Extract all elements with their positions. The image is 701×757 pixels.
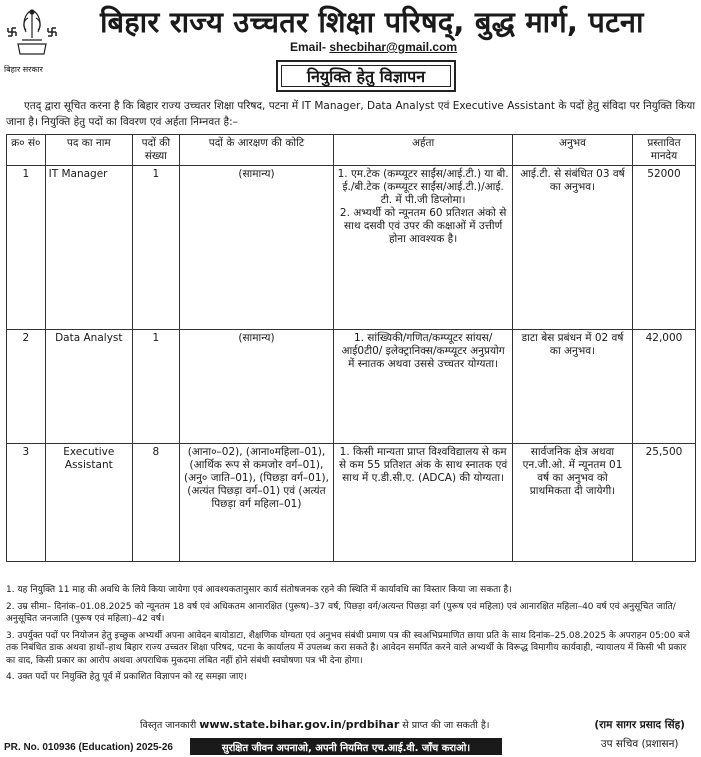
logo-caption: बिहार सरकार [4, 65, 43, 74]
cell-salary: 42,000 [632, 330, 695, 444]
table-row [7, 330, 696, 444]
cell-experience: आई.टी. से संबंधित 03 वर्ष का अनुभव। [513, 166, 633, 330]
cell-sn: 1 [7, 166, 46, 330]
email-line [290, 40, 457, 54]
cell-qualification [334, 166, 513, 330]
cell-post: Executive Assistant [45, 444, 132, 562]
slogan-banner: सुरक्षित जीवन अपनाओ, अपनी नियमित एच.आई.वी. जाँच कराओ। [190, 738, 502, 755]
signer-name: (राम सागर प्रसाद सिंह) [594, 719, 685, 731]
qualification-item: 2. अभ्यर्थी को न्यूनतम 60 प्रतिशत अंको से साथ दसवी एवं उपर की कक्षाओं में उत्तीर्ण होना आवश्यक है। [339, 207, 507, 245]
page-title: बिहार राज्य उच्चतर शिक्षा परिषद्, बुद्ध मार्ग, पटना [100, 5, 644, 39]
header-experience: अनुभव [513, 135, 633, 166]
table-header-row [7, 135, 696, 166]
note-item: 3. उपर्युक्त पदों पर नियोजन हेतु इच्छुक अभ्यर्थी अपना आवेदन बायोडाटा, शैक्षणिक योग्यता एवं अनुभव संबंधी प्रमाण पत्र की स्वअभिप्रमाणित छाया प्रति के साथ दिनांक–25.08.2025 के अपराहन 05:00 बजे तक निबंधित डाक अथवा हाथों–हाथ बिहार राज्य उच्चतर शिक्षा परिषद, पटना के कार्यालय में उपलब्ध करा सकते है। आवेदन समर्पित करने वाले अभ्यर्थी के विरूद्ध विमागीय कार्यवाही, न्यायालय में किसी भी प्रकार का वाद, किसी प्रकार का आरोप अथवा अपराधिक मुकदमा लंबित नहीं होने संबंधी स्वघोषणा पत्र भी देना होगा। [6, 630, 690, 666]
website-link[interactable]: www.state.bihar.gov.in/prdbihar [199, 718, 400, 731]
cell-count: 1 [133, 166, 180, 330]
header-qualification: अर्हता [334, 135, 513, 166]
posts-table [6, 134, 696, 562]
email-link[interactable]: shecbihar@gmail.com [329, 40, 458, 54]
cell-count: 8 [133, 444, 180, 562]
header-count: पदों की संख्या [133, 135, 180, 166]
note-item: 1. यह नियुक्ति 11 माह की अवधि के लिये किया जायेगा एवं आवश्यकतानुसार कार्य संतोषजनक रहने की स्थिति में कार्यावधि का विस्तार किया जा सकता है। [6, 585, 512, 595]
cell-salary: 25,500 [632, 444, 695, 562]
cell-sn: 2 [7, 330, 46, 444]
notes-section [6, 584, 698, 688]
info-prefix: विस्तृत जानकारी [140, 720, 197, 731]
cell-reservation: (आना०–02), (आना०महिला–01), (आर्थिक रूप से कमजोर वर्ग–01), (अनु० जाति–01), (पिछड़ा वर्ग–01), (अत्यंत पिछड़ा वर्ग–01) एवं (अत्यंत पिछड़ा वर्ग महिला–01) [179, 444, 333, 562]
footer-info [140, 718, 490, 731]
cell-sn: 3 [7, 444, 46, 562]
cell-qualification [334, 330, 513, 444]
info-suffix: से प्राप्त की जा सकती है। [402, 720, 490, 731]
qualification-item: 1. एम.टेक (कम्प्यूटर साईंस/आई.टी.) या बी. ई./बी.टेक (कम्प्यूटर साईंस/आई.टी.)/आई. टी. में पी.जी डिप्लोमा। [337, 168, 509, 206]
cell-post: IT Manager [45, 166, 132, 330]
cell-count: 1 [133, 330, 180, 444]
header-sn: क्र० सं० [7, 135, 46, 166]
cell-reservation: (सामान्य) [179, 166, 333, 330]
note-item: 2. उम्र सीमा– दिनांक–01.08.2025 को न्यूनतम 18 वर्ष एवं अधिकतम आनारक्षित (पुरूष)–37 वर्ष, पिछड़ा वर्ग/अत्यन्त पिछड़ा वर्ग (पुरूष एवं महिला) एवं आनारक्षित महिला–40 वर्ष एवं अनुसूचित जाति/अनुसूचित जनजाति (पुरूष एवं महिला)–42 वर्ष। [6, 601, 676, 624]
header-post: पद का नाम [45, 135, 132, 166]
cell-salary: 52000 [632, 166, 695, 330]
banner-text: नियुक्ति हेतु विज्ञापन [281, 65, 451, 87]
note-item: 4. उक्त पदों पर नियुक्ति हेतु पूर्व में प्रकाशित विज्ञापन को रद्द समझा जाए। [6, 672, 247, 682]
email-label: Email- [290, 40, 327, 54]
cell-experience: सार्वजनिक क्षेत्र अथवा एन.जी.ओ. में न्यूनतम 01 वर्ष का अनुभव को प्राथमिकता दी जायेगी। [513, 444, 633, 562]
signer-designation: उप सचिव (प्रशासन) [600, 738, 679, 750]
qualification-item: 1. किसी मान्यता प्राप्त विश्वविद्यालय से कम से कम 55 प्रतिशत अंक के साथ स्नातक एवं साथ में ए.डी.सी.ए. (ADCA) की योग्यता। [338, 446, 508, 484]
bihar-government-emblem-icon [4, 4, 60, 64]
header-salary: प्रस्तावित मानदेय [632, 135, 695, 166]
signature-block [594, 718, 685, 756]
intro-paragraph: एतद् द्वारा सूचित करना है कि बिहार राज्य उच्चतर शिक्षा परिषद, पटना में IT Manager, Data Analyst एवं Executive Assistant के पदों हेतु संविदा पर नियुक्ति किया जाना है। नियुक्ति हेतु पदों का विवरण एवं अर्हता निम्नवत है:– [6, 100, 696, 128]
cell-experience: डाटा बेस प्रबंधन में 02 वर्ष का अनुभव। [513, 330, 633, 444]
qualification-item: 1. सांख्यिकी/गणित/कम्प्यूटर सांयस/आई0टी0/ इलेक्ट्रानिक्स/कम्प्यूटर अनुप्रयोग में स्नातक अथवा उससे उच्चतर योग्यता। [341, 332, 505, 370]
cell-reservation: (सामान्य) [179, 330, 333, 444]
pr-number: PR. No. 010936 (Education) 2025-26 [4, 742, 173, 753]
advertisement-banner [276, 60, 456, 92]
header-reservation: पदों के आरक्षण की कोटि [179, 135, 333, 166]
cell-post: Data Analyst [45, 330, 132, 444]
table-row [7, 444, 696, 562]
cell-qualification [334, 444, 513, 562]
table-row [7, 166, 696, 330]
